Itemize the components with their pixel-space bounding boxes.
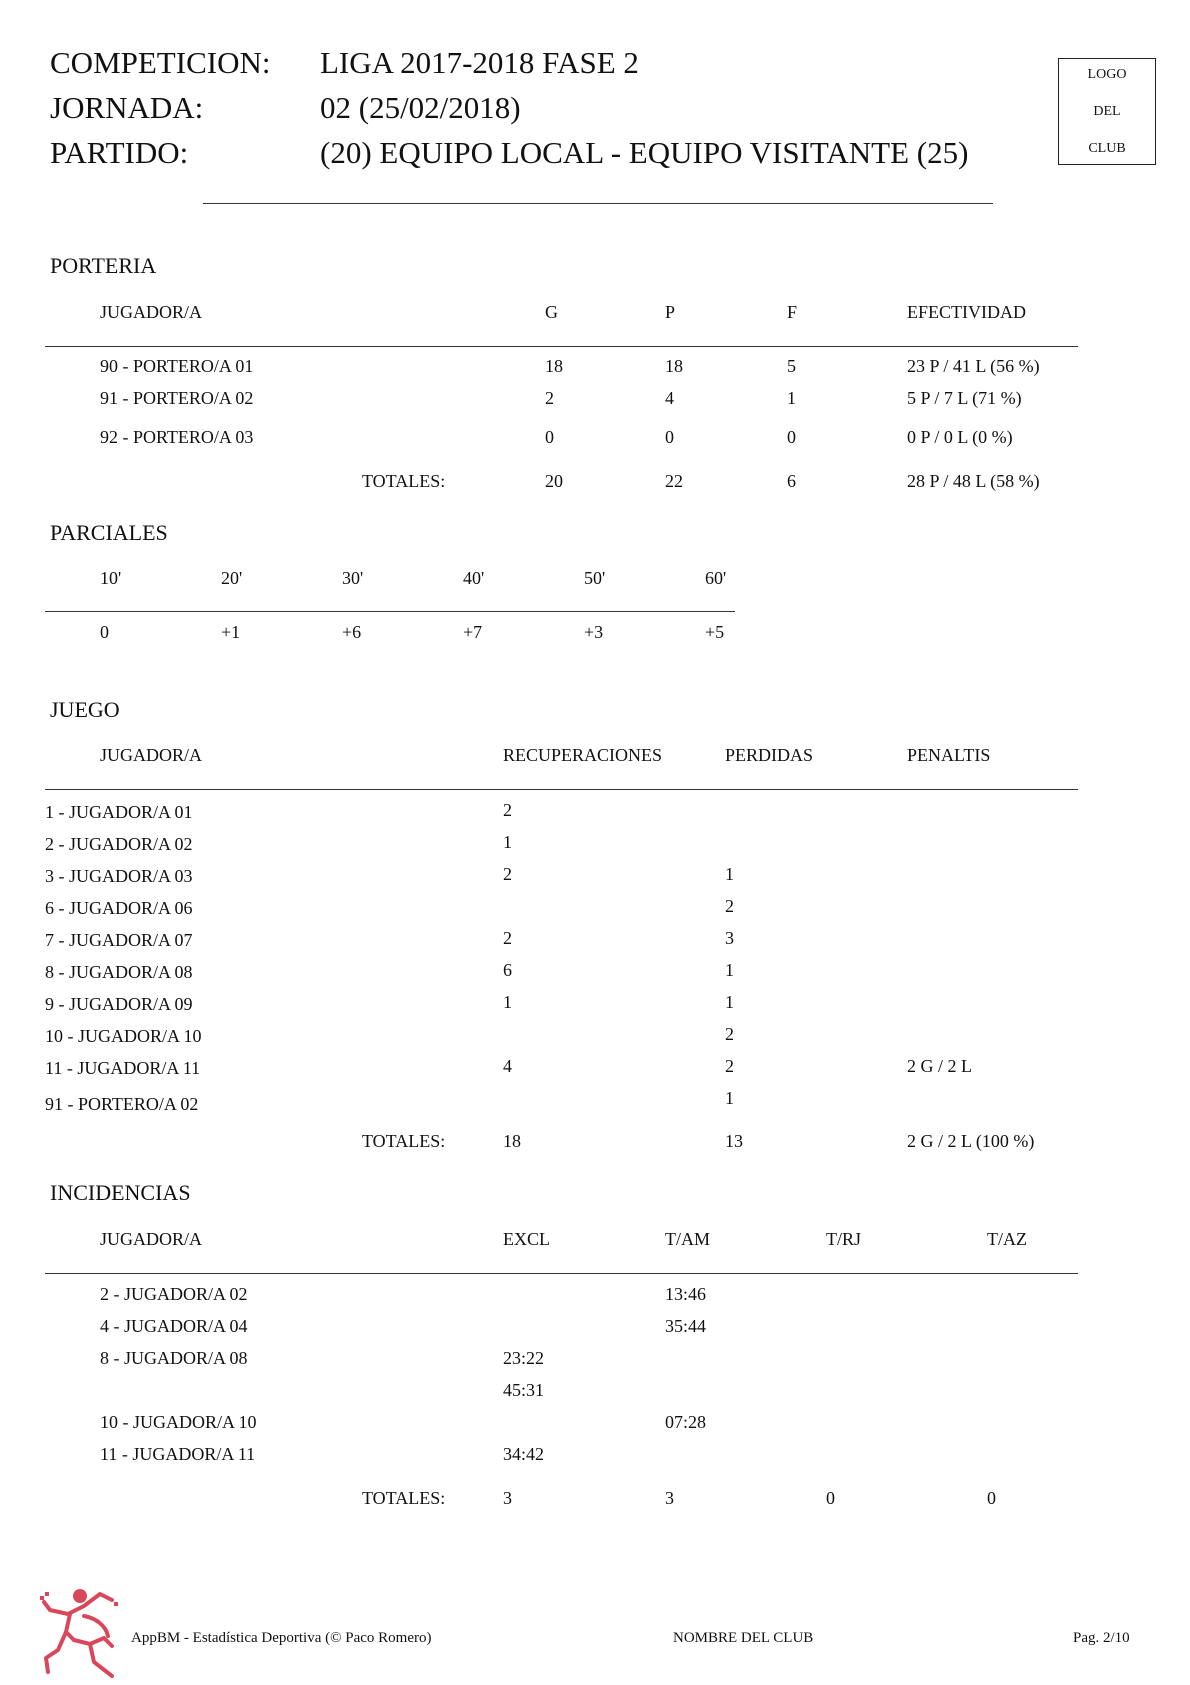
totals-label: TOTALES: bbox=[362, 1131, 446, 1151]
losses-cell: 1 bbox=[725, 864, 734, 884]
yellow-card-cell: 35:44 bbox=[665, 1316, 707, 1336]
totals-recoveries: 18 bbox=[503, 1131, 521, 1151]
effectiveness-cell: 23 P / 41 L (56 %) bbox=[907, 356, 1040, 376]
player-name: 6 - JUGADOR/A 06 bbox=[45, 898, 193, 918]
totals-exclusions: 3 bbox=[503, 1488, 512, 1508]
jornada-value: 02 (25/02/2018) bbox=[320, 90, 521, 125]
partial-value: +3 bbox=[584, 622, 604, 642]
logo-line: CLUB bbox=[1088, 141, 1126, 156]
losses-cell: 3 bbox=[725, 928, 734, 948]
player-name: 8 - JUGADOR/A 08 bbox=[45, 962, 193, 982]
goals-cell: 0 bbox=[545, 427, 554, 447]
jornada-label: JORNADA: bbox=[50, 90, 204, 125]
player-name: 11 - JUGADOR/A 11 bbox=[100, 1444, 256, 1464]
recoveries-cell: 6 bbox=[503, 960, 512, 980]
fouls-cell: 5 bbox=[787, 356, 796, 376]
totals-saves: 22 bbox=[665, 471, 683, 491]
minute-header: 30' bbox=[342, 568, 364, 588]
player-name: 90 - PORTERO/A 01 bbox=[100, 356, 254, 376]
section-title-incidencias: INCIDENCIAS bbox=[50, 1180, 191, 1205]
losses-cell: 2 bbox=[725, 896, 734, 916]
recoveries-cell: 2 bbox=[503, 928, 512, 948]
column-header: JUGADOR/A bbox=[100, 745, 203, 765]
totals-label: TOTALES: bbox=[362, 471, 446, 491]
recoveries-cell: 2 bbox=[503, 864, 512, 884]
column-header: RECUPERACIONES bbox=[503, 745, 663, 765]
goals-cell: 2 bbox=[545, 388, 554, 408]
partido-label: PARTIDO: bbox=[50, 135, 189, 170]
section-title-juego: JUEGO bbox=[50, 697, 120, 722]
totals-label: TOTALES: bbox=[362, 1488, 446, 1508]
losses-cell: 1 bbox=[725, 960, 734, 980]
saves-cell: 0 bbox=[665, 427, 674, 447]
recoveries-cell: 2 bbox=[503, 800, 512, 820]
competicion-label: COMPETICION: bbox=[50, 45, 271, 80]
effectiveness-cell: 5 P / 7 L (71 %) bbox=[907, 388, 1022, 408]
club-logo-placeholder bbox=[1058, 58, 1156, 165]
partido-value: (20) EQUIPO LOCAL - EQUIPO VISITANTE (25) bbox=[320, 135, 969, 170]
player-name: 3 - JUGADOR/A 03 bbox=[45, 866, 193, 886]
header-divider bbox=[203, 203, 993, 204]
table-divider bbox=[45, 789, 1078, 790]
handball-player-icon bbox=[38, 1588, 123, 1680]
totals-penalties: 2 G / 2 L (100 %) bbox=[907, 1131, 1035, 1151]
penalties-cell: 2 G / 2 L bbox=[907, 1056, 972, 1076]
footer-page-number: Pag. 2/10 bbox=[1073, 1630, 1130, 1646]
losses-cell: 2 bbox=[725, 1024, 734, 1044]
losses-cell: 1 bbox=[725, 992, 734, 1012]
fouls-cell: 0 bbox=[787, 427, 796, 447]
goals-cell: 18 bbox=[545, 356, 563, 376]
recoveries-cell: 4 bbox=[503, 1056, 512, 1076]
exclusion-cell: 23:22 bbox=[503, 1348, 545, 1368]
footer-app-credit: AppBM - Estadística Deportiva (© Paco Romero) bbox=[131, 1630, 432, 1646]
player-name: 8 - JUGADOR/A 08 bbox=[100, 1348, 248, 1368]
player-name: 4 - JUGADOR/A 04 bbox=[100, 1316, 248, 1336]
saves-cell: 4 bbox=[665, 388, 674, 408]
exclusion-cell: 34:42 bbox=[503, 1444, 545, 1464]
footer-club-name: NOMBRE DEL CLUB bbox=[673, 1630, 814, 1646]
totals-yellow-cards: 3 bbox=[665, 1488, 674, 1508]
yellow-card-cell: 07:28 bbox=[665, 1412, 707, 1432]
column-header: G bbox=[545, 302, 558, 322]
column-header: T/AM bbox=[665, 1229, 710, 1249]
column-header: EFECTIVIDAD bbox=[907, 302, 1026, 322]
player-name: 11 - JUGADOR/A 11 bbox=[45, 1058, 201, 1078]
recoveries-cell: 1 bbox=[503, 832, 512, 852]
section-title-porteria: PORTERIA bbox=[50, 253, 157, 278]
minute-header: 50' bbox=[584, 568, 606, 588]
partial-value: +1 bbox=[221, 622, 241, 642]
saves-cell: 18 bbox=[665, 356, 683, 376]
effectiveness-cell: 0 P / 0 L (0 %) bbox=[907, 427, 1013, 447]
totals-goals: 20 bbox=[545, 471, 563, 491]
logo-line: DEL bbox=[1093, 104, 1121, 119]
player-name: 91 - PORTERO/A 02 bbox=[45, 1094, 199, 1114]
totals-losses: 13 bbox=[725, 1131, 743, 1151]
partial-value: +6 bbox=[342, 622, 362, 642]
partial-value: +5 bbox=[705, 622, 725, 642]
partial-value: 0 bbox=[100, 622, 109, 642]
section-title-parciales: PARCIALES bbox=[50, 520, 168, 545]
table-divider bbox=[45, 346, 1078, 347]
minute-header: 40' bbox=[463, 568, 485, 588]
column-header: T/RJ bbox=[826, 1229, 862, 1249]
column-header: JUGADOR/A bbox=[100, 1229, 203, 1249]
column-header: T/AZ bbox=[987, 1229, 1027, 1249]
player-name: 2 - JUGADOR/A 02 bbox=[100, 1284, 248, 1304]
column-header: P bbox=[665, 302, 676, 322]
column-header: PERDIDAS bbox=[725, 745, 814, 765]
player-name: 91 - PORTERO/A 02 bbox=[100, 388, 254, 408]
recoveries-cell: 1 bbox=[503, 992, 512, 1012]
table-divider bbox=[45, 1273, 1078, 1274]
minute-header: 20' bbox=[221, 568, 243, 588]
column-header: EXCL bbox=[503, 1229, 550, 1249]
totals-red-cards: 0 bbox=[826, 1488, 835, 1508]
totals-effectiveness: 28 P / 48 L (58 %) bbox=[907, 471, 1040, 491]
player-name: 7 - JUGADOR/A 07 bbox=[45, 930, 193, 950]
totals-fouls: 6 bbox=[787, 471, 796, 491]
minute-header: 10' bbox=[100, 568, 122, 588]
player-name: 2 - JUGADOR/A 02 bbox=[45, 834, 193, 854]
totals-blue-cards: 0 bbox=[987, 1488, 996, 1508]
column-header: PENALTIS bbox=[907, 745, 991, 765]
competicion-value: LIGA 2017-2018 FASE 2 bbox=[320, 45, 639, 80]
partial-value: +7 bbox=[463, 622, 483, 642]
player-name: 1 - JUGADOR/A 01 bbox=[45, 802, 193, 822]
losses-cell: 2 bbox=[725, 1056, 734, 1076]
logo-line: LOGO bbox=[1087, 67, 1127, 82]
player-name: 92 - PORTERO/A 03 bbox=[100, 427, 254, 447]
player-name: 9 - JUGADOR/A 09 bbox=[45, 994, 193, 1014]
minute-header: 60' bbox=[705, 568, 727, 588]
column-header: F bbox=[787, 302, 798, 322]
table-divider bbox=[45, 611, 735, 612]
losses-cell: 1 bbox=[725, 1088, 734, 1108]
yellow-card-cell: 13:46 bbox=[665, 1284, 707, 1304]
column-header: JUGADOR/A bbox=[100, 302, 203, 322]
player-name: 10 - JUGADOR/A 10 bbox=[100, 1412, 257, 1432]
exclusion-cell: 45:31 bbox=[503, 1380, 545, 1400]
fouls-cell: 1 bbox=[787, 388, 796, 408]
player-name: 10 - JUGADOR/A 10 bbox=[45, 1026, 202, 1046]
